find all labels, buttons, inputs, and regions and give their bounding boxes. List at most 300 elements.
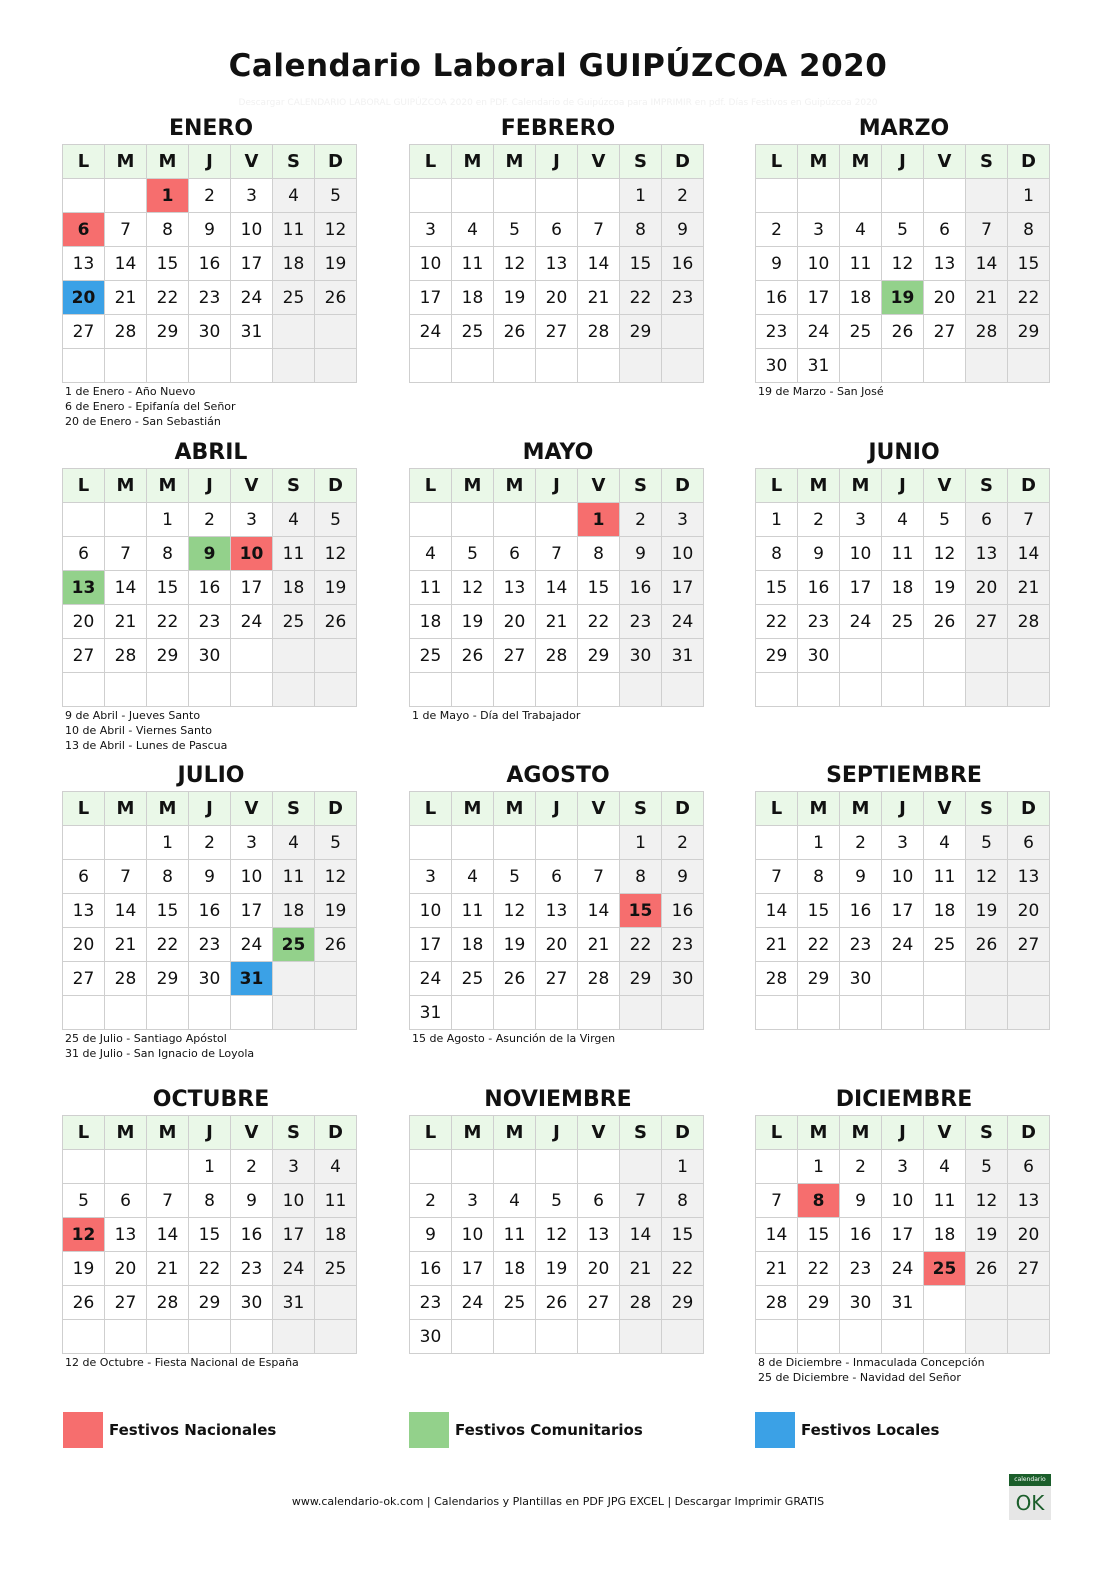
day-cell: 12 bbox=[494, 894, 536, 928]
empty-cell bbox=[315, 996, 357, 1030]
day-cell: 26 bbox=[452, 639, 494, 673]
empty-cell bbox=[798, 673, 840, 707]
empty-cell bbox=[147, 1150, 189, 1184]
day-cell: 3 bbox=[882, 826, 924, 860]
day-cell: 12 bbox=[882, 247, 924, 281]
day-cell: 17 bbox=[273, 1218, 315, 1252]
day-cell: 15 bbox=[147, 894, 189, 928]
day-cell: 23 bbox=[756, 315, 798, 349]
day-cell: 12 bbox=[315, 537, 357, 571]
weekday-header: M bbox=[105, 469, 147, 503]
day-cell: 28 bbox=[756, 1286, 798, 1320]
weekday-header: L bbox=[756, 1116, 798, 1150]
day-cell: 29 bbox=[620, 962, 662, 996]
holiday-note: 31 de Julio - San Ignacio de Loyola bbox=[65, 1047, 255, 1060]
day-cell: 18 bbox=[273, 894, 315, 928]
empty-cell bbox=[536, 1150, 578, 1184]
empty-cell bbox=[924, 639, 966, 673]
day-cell: 13 bbox=[1008, 860, 1050, 894]
empty-cell bbox=[840, 673, 882, 707]
empty-cell bbox=[273, 1320, 315, 1354]
day-cell: 11 bbox=[410, 571, 452, 605]
empty-cell bbox=[882, 673, 924, 707]
empty-cell bbox=[578, 179, 620, 213]
day-cell: 17 bbox=[231, 571, 273, 605]
month-noviembre bbox=[409, 1087, 707, 1355]
weekday-header: J bbox=[189, 1116, 231, 1150]
day-cell: 6 bbox=[63, 537, 105, 571]
day-cell: 14 bbox=[578, 247, 620, 281]
day-cell: 14 bbox=[578, 894, 620, 928]
day-cell: 13 bbox=[494, 571, 536, 605]
day-cell: 25 bbox=[840, 315, 882, 349]
empty-cell bbox=[662, 1320, 704, 1354]
day-cell: 2 bbox=[189, 826, 231, 860]
weekday-header: M bbox=[494, 792, 536, 826]
holiday-day-cell: 31 bbox=[231, 962, 273, 996]
holiday-note: 1 de Mayo - Día del Trabajador bbox=[412, 709, 581, 722]
day-cell: 18 bbox=[410, 605, 452, 639]
day-cell: 19 bbox=[494, 281, 536, 315]
day-cell: 28 bbox=[105, 315, 147, 349]
weekday-header: M bbox=[147, 1116, 189, 1150]
day-cell: 10 bbox=[798, 247, 840, 281]
day-cell: 11 bbox=[273, 860, 315, 894]
day-cell: 10 bbox=[840, 537, 882, 571]
day-cell: 15 bbox=[147, 247, 189, 281]
weekday-header: V bbox=[578, 145, 620, 179]
day-cell: 11 bbox=[882, 537, 924, 571]
day-cell: 9 bbox=[756, 247, 798, 281]
month-name: FEBRERO bbox=[500, 116, 616, 141]
day-cell: 4 bbox=[924, 826, 966, 860]
weekday-header: D bbox=[315, 792, 357, 826]
day-cell: 21 bbox=[105, 605, 147, 639]
day-cell: 23 bbox=[620, 605, 662, 639]
empty-cell bbox=[147, 1320, 189, 1354]
day-cell: 18 bbox=[315, 1218, 357, 1252]
day-cell: 5 bbox=[315, 179, 357, 213]
empty-cell bbox=[756, 673, 798, 707]
day-cell: 25 bbox=[410, 639, 452, 673]
day-cell: 13 bbox=[1008, 1184, 1050, 1218]
weekday-header: V bbox=[231, 145, 273, 179]
empty-cell bbox=[798, 179, 840, 213]
day-cell: 30 bbox=[756, 349, 798, 383]
holiday-notes bbox=[409, 708, 707, 723]
day-cell: 23 bbox=[840, 928, 882, 962]
empty-cell bbox=[273, 315, 315, 349]
day-cell: 10 bbox=[452, 1218, 494, 1252]
empty-cell bbox=[189, 996, 231, 1030]
day-cell: 6 bbox=[1008, 826, 1050, 860]
month-grid bbox=[62, 791, 357, 1030]
month-name: JULIO bbox=[177, 763, 245, 788]
day-cell: 29 bbox=[578, 639, 620, 673]
day-cell: 26 bbox=[494, 315, 536, 349]
day-cell: 3 bbox=[452, 1184, 494, 1218]
weekday-header: J bbox=[882, 145, 924, 179]
day-cell: 7 bbox=[105, 537, 147, 571]
empty-cell bbox=[1008, 639, 1050, 673]
month-name: MAYO bbox=[522, 440, 594, 465]
day-cell: 7 bbox=[966, 213, 1008, 247]
day-cell: 22 bbox=[189, 1252, 231, 1286]
empty-cell bbox=[105, 996, 147, 1030]
day-cell: 5 bbox=[966, 1150, 1008, 1184]
empty-cell bbox=[273, 639, 315, 673]
day-cell: 3 bbox=[273, 1150, 315, 1184]
day-cell: 22 bbox=[147, 605, 189, 639]
empty-cell bbox=[798, 996, 840, 1030]
empty-cell bbox=[620, 1150, 662, 1184]
empty-cell bbox=[231, 1320, 273, 1354]
empty-cell bbox=[452, 996, 494, 1030]
holiday-note: 25 de Julio - Santiago Apóstol bbox=[65, 1032, 227, 1045]
empty-cell bbox=[578, 349, 620, 383]
day-cell: 4 bbox=[840, 213, 882, 247]
day-cell: 28 bbox=[105, 962, 147, 996]
day-cell: 13 bbox=[105, 1218, 147, 1252]
day-cell: 5 bbox=[924, 503, 966, 537]
empty-cell bbox=[1008, 962, 1050, 996]
day-cell: 11 bbox=[315, 1184, 357, 1218]
day-cell: 15 bbox=[1008, 247, 1050, 281]
day-cell: 9 bbox=[798, 537, 840, 571]
day-cell: 29 bbox=[147, 962, 189, 996]
empty-cell bbox=[924, 1286, 966, 1320]
empty-cell bbox=[536, 1320, 578, 1354]
weekday-header: L bbox=[756, 469, 798, 503]
day-cell: 21 bbox=[105, 928, 147, 962]
day-cell: 23 bbox=[189, 605, 231, 639]
empty-cell bbox=[578, 1320, 620, 1354]
day-cell: 19 bbox=[966, 1218, 1008, 1252]
holiday-day-cell: 15 bbox=[620, 894, 662, 928]
day-cell: 2 bbox=[620, 503, 662, 537]
day-cell: 8 bbox=[147, 213, 189, 247]
day-cell: 15 bbox=[662, 1218, 704, 1252]
day-cell: 7 bbox=[620, 1184, 662, 1218]
weekday-header: L bbox=[756, 145, 798, 179]
day-cell: 3 bbox=[840, 503, 882, 537]
day-cell: 1 bbox=[189, 1150, 231, 1184]
empty-cell bbox=[315, 639, 357, 673]
empty-cell bbox=[315, 349, 357, 383]
weekday-header: M bbox=[798, 145, 840, 179]
day-cell: 2 bbox=[798, 503, 840, 537]
empty-cell bbox=[494, 503, 536, 537]
holiday-note: 10 de Abril - Viernes Santo bbox=[65, 724, 212, 737]
day-cell: 14 bbox=[105, 571, 147, 605]
empty-cell bbox=[662, 673, 704, 707]
day-cell: 3 bbox=[410, 213, 452, 247]
day-cell: 17 bbox=[882, 1218, 924, 1252]
day-cell: 3 bbox=[231, 179, 273, 213]
empty-cell bbox=[105, 673, 147, 707]
empty-cell bbox=[578, 673, 620, 707]
empty-cell bbox=[63, 826, 105, 860]
day-cell: 3 bbox=[882, 1150, 924, 1184]
day-cell: 1 bbox=[620, 826, 662, 860]
day-cell: 22 bbox=[620, 928, 662, 962]
day-cell: 4 bbox=[273, 179, 315, 213]
day-cell: 7 bbox=[105, 213, 147, 247]
day-cell: 27 bbox=[536, 962, 578, 996]
day-cell: 29 bbox=[798, 1286, 840, 1320]
day-cell: 2 bbox=[840, 826, 882, 860]
day-cell: 24 bbox=[452, 1286, 494, 1320]
day-cell: 9 bbox=[620, 537, 662, 571]
weekday-header: S bbox=[273, 469, 315, 503]
day-cell: 23 bbox=[231, 1252, 273, 1286]
day-cell: 15 bbox=[798, 1218, 840, 1252]
empty-cell bbox=[966, 349, 1008, 383]
day-cell: 13 bbox=[536, 894, 578, 928]
day-cell: 19 bbox=[315, 894, 357, 928]
day-cell: 8 bbox=[578, 537, 620, 571]
empty-cell bbox=[105, 349, 147, 383]
day-cell: 22 bbox=[578, 605, 620, 639]
day-cell: 3 bbox=[662, 503, 704, 537]
day-cell: 20 bbox=[578, 1252, 620, 1286]
weekday-header: S bbox=[273, 1116, 315, 1150]
month-grid bbox=[409, 1115, 704, 1354]
day-cell: 30 bbox=[189, 962, 231, 996]
day-cell: 18 bbox=[924, 1218, 966, 1252]
empty-cell bbox=[452, 1320, 494, 1354]
day-cell: 7 bbox=[578, 213, 620, 247]
day-cell: 5 bbox=[882, 213, 924, 247]
day-cell: 27 bbox=[924, 315, 966, 349]
day-cell: 2 bbox=[662, 179, 704, 213]
holiday-notes bbox=[62, 384, 360, 429]
empty-cell bbox=[620, 1320, 662, 1354]
day-cell: 17 bbox=[231, 894, 273, 928]
empty-cell bbox=[494, 1320, 536, 1354]
month-agosto bbox=[409, 763, 707, 1046]
day-cell: 14 bbox=[1008, 537, 1050, 571]
month-grid bbox=[62, 144, 357, 383]
holiday-day-cell: 25 bbox=[273, 928, 315, 962]
day-cell: 17 bbox=[798, 281, 840, 315]
calendario-ok-logo[interactable] bbox=[1009, 1474, 1051, 1520]
holiday-day-cell: 13 bbox=[63, 571, 105, 605]
legend-swatch bbox=[755, 1412, 795, 1448]
day-cell: 26 bbox=[536, 1286, 578, 1320]
holiday-day-cell: 6 bbox=[63, 213, 105, 247]
empty-cell bbox=[452, 1150, 494, 1184]
day-cell: 4 bbox=[452, 213, 494, 247]
month-name: DICIEMBRE bbox=[835, 1087, 973, 1112]
weekday-header: D bbox=[662, 469, 704, 503]
day-cell: 19 bbox=[924, 571, 966, 605]
weekday-header: J bbox=[536, 469, 578, 503]
empty-cell bbox=[452, 349, 494, 383]
empty-cell bbox=[756, 1320, 798, 1354]
day-cell: 2 bbox=[840, 1150, 882, 1184]
weekday-header: L bbox=[63, 792, 105, 826]
empty-cell bbox=[105, 826, 147, 860]
holiday-notes bbox=[62, 1031, 360, 1061]
day-cell: 17 bbox=[410, 281, 452, 315]
empty-cell bbox=[273, 996, 315, 1030]
day-cell: 12 bbox=[452, 571, 494, 605]
day-cell: 19 bbox=[536, 1252, 578, 1286]
day-cell: 30 bbox=[798, 639, 840, 673]
month-julio bbox=[62, 763, 360, 1061]
day-cell: 11 bbox=[924, 1184, 966, 1218]
empty-cell bbox=[410, 1150, 452, 1184]
month-septiembre bbox=[755, 763, 1053, 1031]
day-cell: 16 bbox=[189, 894, 231, 928]
day-cell: 9 bbox=[410, 1218, 452, 1252]
weekday-header: V bbox=[231, 792, 273, 826]
empty-cell bbox=[924, 1320, 966, 1354]
day-cell: 22 bbox=[662, 1252, 704, 1286]
day-cell: 9 bbox=[840, 860, 882, 894]
day-cell: 16 bbox=[231, 1218, 273, 1252]
month-name: SEPTIEMBRE bbox=[826, 763, 982, 788]
day-cell: 4 bbox=[315, 1150, 357, 1184]
month-grid bbox=[409, 468, 704, 707]
day-cell: 25 bbox=[882, 605, 924, 639]
day-cell: 26 bbox=[882, 315, 924, 349]
empty-cell bbox=[536, 503, 578, 537]
day-cell: 15 bbox=[756, 571, 798, 605]
empty-cell bbox=[1008, 349, 1050, 383]
day-cell: 30 bbox=[840, 962, 882, 996]
weekday-header: D bbox=[1008, 1116, 1050, 1150]
day-cell: 13 bbox=[578, 1218, 620, 1252]
day-cell: 13 bbox=[63, 894, 105, 928]
day-cell: 21 bbox=[105, 281, 147, 315]
day-cell: 4 bbox=[924, 1150, 966, 1184]
day-cell: 1 bbox=[798, 826, 840, 860]
holiday-note: 8 de Diciembre - Inmaculada Concepción bbox=[758, 1356, 985, 1369]
empty-cell bbox=[966, 673, 1008, 707]
day-cell: 3 bbox=[410, 860, 452, 894]
weekday-header: J bbox=[189, 145, 231, 179]
empty-cell bbox=[410, 673, 452, 707]
weekday-header: M bbox=[452, 145, 494, 179]
day-cell: 9 bbox=[189, 860, 231, 894]
day-cell: 31 bbox=[662, 639, 704, 673]
holiday-note: 9 de Abril - Jueves Santo bbox=[65, 709, 201, 722]
empty-cell bbox=[315, 673, 357, 707]
month-grid bbox=[409, 791, 704, 1030]
day-cell: 2 bbox=[662, 826, 704, 860]
day-cell: 8 bbox=[620, 860, 662, 894]
weekday-header: L bbox=[63, 145, 105, 179]
empty-cell bbox=[882, 179, 924, 213]
day-cell: 8 bbox=[620, 213, 662, 247]
day-cell: 23 bbox=[840, 1252, 882, 1286]
empty-cell bbox=[494, 996, 536, 1030]
weekday-header: J bbox=[882, 792, 924, 826]
empty-cell bbox=[410, 503, 452, 537]
day-cell: 26 bbox=[494, 962, 536, 996]
day-cell: 19 bbox=[494, 928, 536, 962]
day-cell: 30 bbox=[662, 962, 704, 996]
day-cell: 16 bbox=[840, 894, 882, 928]
day-cell: 2 bbox=[189, 179, 231, 213]
day-cell: 9 bbox=[231, 1184, 273, 1218]
day-cell: 5 bbox=[494, 213, 536, 247]
empty-cell bbox=[840, 349, 882, 383]
empty-cell bbox=[63, 996, 105, 1030]
empty-cell bbox=[452, 826, 494, 860]
day-cell: 20 bbox=[924, 281, 966, 315]
day-cell: 8 bbox=[1008, 213, 1050, 247]
empty-cell bbox=[494, 826, 536, 860]
month-diciembre bbox=[755, 1087, 1053, 1385]
weekday-header: D bbox=[662, 145, 704, 179]
day-cell: 28 bbox=[536, 639, 578, 673]
empty-cell bbox=[536, 179, 578, 213]
empty-cell bbox=[882, 349, 924, 383]
day-cell: 25 bbox=[924, 928, 966, 962]
day-cell: 29 bbox=[756, 639, 798, 673]
weekday-header: L bbox=[410, 1116, 452, 1150]
weekday-header: D bbox=[315, 469, 357, 503]
month-enero bbox=[62, 116, 360, 429]
holiday-notes bbox=[62, 708, 360, 753]
day-cell: 1 bbox=[147, 826, 189, 860]
holiday-day-cell: 10 bbox=[231, 537, 273, 571]
month-abril bbox=[62, 440, 360, 753]
month-name: MARZO bbox=[858, 116, 950, 141]
month-name: AGOSTO bbox=[506, 763, 610, 788]
day-cell: 21 bbox=[756, 928, 798, 962]
day-cell: 24 bbox=[410, 962, 452, 996]
day-cell: 31 bbox=[273, 1286, 315, 1320]
day-cell: 6 bbox=[536, 213, 578, 247]
weekday-header: J bbox=[536, 792, 578, 826]
day-cell: 6 bbox=[578, 1184, 620, 1218]
day-cell: 9 bbox=[840, 1184, 882, 1218]
day-cell: 27 bbox=[63, 639, 105, 673]
weekday-header: M bbox=[452, 1116, 494, 1150]
weekday-header: J bbox=[536, 1116, 578, 1150]
day-cell: 8 bbox=[147, 860, 189, 894]
day-cell: 25 bbox=[315, 1252, 357, 1286]
weekday-header: V bbox=[924, 1116, 966, 1150]
day-cell: 4 bbox=[882, 503, 924, 537]
empty-cell bbox=[578, 826, 620, 860]
day-cell: 26 bbox=[315, 605, 357, 639]
day-cell: 12 bbox=[966, 860, 1008, 894]
day-cell: 11 bbox=[924, 860, 966, 894]
day-cell: 23 bbox=[189, 928, 231, 962]
day-cell: 11 bbox=[452, 247, 494, 281]
day-cell: 4 bbox=[410, 537, 452, 571]
day-cell: 28 bbox=[620, 1286, 662, 1320]
empty-cell bbox=[105, 1150, 147, 1184]
day-cell: 7 bbox=[1008, 503, 1050, 537]
legend-swatch bbox=[409, 1412, 449, 1448]
empty-cell bbox=[882, 639, 924, 673]
day-cell: 20 bbox=[966, 571, 1008, 605]
day-cell: 11 bbox=[452, 894, 494, 928]
empty-cell bbox=[410, 179, 452, 213]
day-cell: 2 bbox=[410, 1184, 452, 1218]
day-cell: 10 bbox=[410, 894, 452, 928]
month-name: ENERO bbox=[168, 116, 254, 141]
holiday-day-cell: 25 bbox=[924, 1252, 966, 1286]
weekday-header: V bbox=[231, 1116, 273, 1150]
day-cell: 5 bbox=[966, 826, 1008, 860]
